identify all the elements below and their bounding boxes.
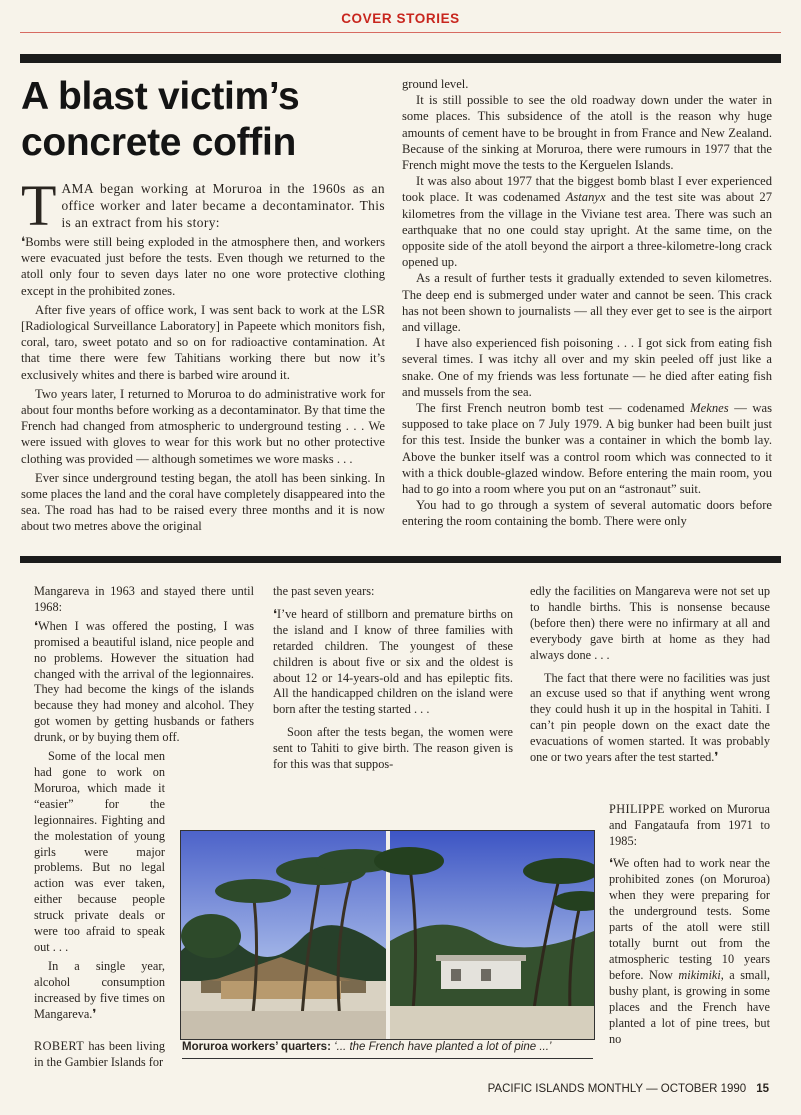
bottom-column-3 <box>530 584 770 766</box>
left-paragraph: Two years later, I returned to Moruroa to do administrative work for about four months before working as a decontaminator. By that time the French had changed from atmospheric to underground testing . . . We were issued with gloves to wear for this work but no other protective clothing was provided — although sometimes we wore masks . . . <box>21 386 385 466</box>
section-rule <box>20 32 781 33</box>
photo-illustration <box>181 831 594 1039</box>
bottom-paragraph: Some of the local men had gone to work on Moruroa, which made it “easier” for the legionnaires. Fighting and the molestation of young girls were major problems. But no legal action was ever taken, either because people struck private deals or were too afraid to speak out . . . <box>34 749 165 954</box>
speaker-name: ROBERT <box>34 1039 85 1053</box>
left-paragraph: After five years of office work, I was sent back to work at the LSR [Radiological Surveillance Laboratory] in Papeete which monitors fish, coral, taro, sweet potato and so on for radioactive contamination. At that time there were few Tahitians working there but now it’s exclusively whites and there is barbed wire around it. <box>21 302 385 382</box>
left-paragraph: ❛Bombs were still being exploded in the atmosphere then, and workers were evacuated just before the tests. Even though we returned to the atoll only four to seven days later no one wore protective clothing except in the prohibited zones. <box>21 234 385 298</box>
left-column <box>21 173 385 535</box>
bottom-paragraph: In a single year, alcohol consumption increased by five times on Mangareva.❜ <box>34 958 165 1021</box>
right-paragraph: ground level. <box>402 77 469 91</box>
bottom-paragraph: ❛I’ve heard of stillborn and premature births on the island and I know of three families with retarded children. The youngest of these children is about five or six and the oldest is about 12 or 14-years-old and has epileptic fits. All the handicapped children on the island were born after the testing started . . . <box>273 606 513 717</box>
open-quote-icon: ❛ <box>609 856 613 870</box>
intro-text: AMA began working at Moruroa in the 1960s as an office worker and later became a decontaminator. This is an extract from his story: <box>61 181 385 230</box>
close-quote-icon: ❜ <box>714 750 719 765</box>
bottom-paragraph: PHILIPPE worked on Murorua and Fangataufa from 1971 to 1985: <box>609 802 770 848</box>
speaker-name: PHILIPPE <box>609 802 665 816</box>
bottom-paragraph: ❛When I was offered the posting, I was promised a beautiful island, nice people and no problems. However the situation had changed with the arrival of the legionnaires. They had become the kings of the islands because they had money and alcohol. They got women by getting husbands or fathers drunk, or by buying them off. <box>34 618 254 745</box>
right-paragraph: You had to go through a system of several automatic doors before entering the room containing the bomb. There were only <box>402 498 772 529</box>
bottom-paragraph: ❛We often had to work near the prohibited zones (on Moruroa) when they were preparing for the underground tests. Some parts of the atoll were still totally burnt out from the atmospheric testing 10 years before. Now mikimiki, a small, bushy plant, is growing in some places and the French have planted a lot of pine trees, but no <box>609 856 770 1046</box>
right-column <box>402 76 772 530</box>
bottom-paragraph: Soon after the tests began, the women were sent to Tahiti to give birth. The reason given is for this was that suppos- <box>273 725 513 772</box>
bottom-paragraph: Mangareva in 1963 and stayed there until 1968: <box>34 584 254 614</box>
bottom-paragraph: edly the facilities on Mangareva were not set up to handle births. This is nonsense because (before then) there were no infirmary at all and everybody gave birth at home as they had always done . . . <box>530 584 770 662</box>
robert-intro: ROBERT has been living in the Gambier Islands for <box>34 1039 166 1069</box>
philippe-column <box>609 801 770 1047</box>
section-divider <box>20 556 781 563</box>
section-label: COVER STORIES <box>341 11 460 26</box>
photo-caption <box>182 1041 602 1053</box>
publication-name: PACIFIC ISLANDS MONTHLY — OCTOBER 1990 <box>487 1083 747 1095</box>
headline: A blast victim’s concrete coffin <box>21 75 300 164</box>
bottom-paragraph: The fact that there were no facilities was just an excuse used so that if anything went wrong they could hush it up in the hospital in Tahiti. I can’t pin people down on the exact date the evacuations of women started. It was probably one or two years after the test started.❜ <box>530 670 770 765</box>
caption-rule <box>182 1058 593 1059</box>
caption-quote: ‘... the French have planted a lot of pine ...’ <box>334 1041 552 1053</box>
page-number: 15 <box>756 1083 769 1095</box>
photo-workers-quarters <box>180 830 595 1040</box>
right-paragraph: I have also experienced fish poisoning . . . I got sick from eating fish several times. I was itchy all over and my skin peeled off just like a snake. One of my friends was less fortunate — he died after eating fish and mussels from the sea. <box>402 336 772 399</box>
bottom-column-2 <box>273 584 513 773</box>
bottom-paragraph: the past seven years: <box>273 584 375 598</box>
caption-title: Moruroa workers’ quarters: <box>182 1041 331 1053</box>
open-quote-icon: ❛ <box>21 234 26 249</box>
open-quote-icon: ❛ <box>273 606 277 621</box>
drop-cap: T <box>21 173 57 238</box>
top-bar <box>20 54 781 63</box>
page-footer <box>488 1083 769 1095</box>
open-quote-icon: ❛ <box>34 618 38 633</box>
right-paragraph: It is still possible to see the old roadway down under the water in some places. This subsidence of the atoll is the reason why huge amounts of cement have to be brought in from France and New Zealand. Because of the sinking at Moruroa, there were rumours in 1977 that the French might move the tests to the Kerguelen Islands. <box>402 93 772 173</box>
close-quote-icon: ❜ <box>92 1006 97 1021</box>
right-paragraph: It was also about 1977 that the biggest bomb blast I ever experienced took place. It was codenamed Astanyx and the test site was about 27 kilometres from the village in the Viviane test area. There was such an earthquake that no one could stay upright. At the same time, on the opposite side of the atoll beyond the airport a three-kilometre-long crack opened up. <box>402 174 773 270</box>
intro-paragraph <box>21 173 385 238</box>
right-paragraph: The first French neutron bomb test — codenamed Meknes — was supposed to take place on 7 July 1979. A big bunker had been built just for this test. Inside the bunker was a container in which the bomb lay. Above the bunker itself was a control room which was connected to it with a thick double-glazed window. Before entering the main room, you had to go into a room where you put on an “astronaut” suit. <box>402 401 772 497</box>
right-paragraph: As a result of further tests it gradually extended to seven kilometres. The deep end is submerged under water and cannot be seen. This crack has not been shown to journalists — all they ever get to see is the airport and village. <box>402 271 772 335</box>
left-paragraph: Ever since underground testing began, the atoll has been sinking. In some places the land and the coral have completely disappeared into the sea. The road has had to be raised every three months and it is now about two metres above the original <box>21 470 385 534</box>
